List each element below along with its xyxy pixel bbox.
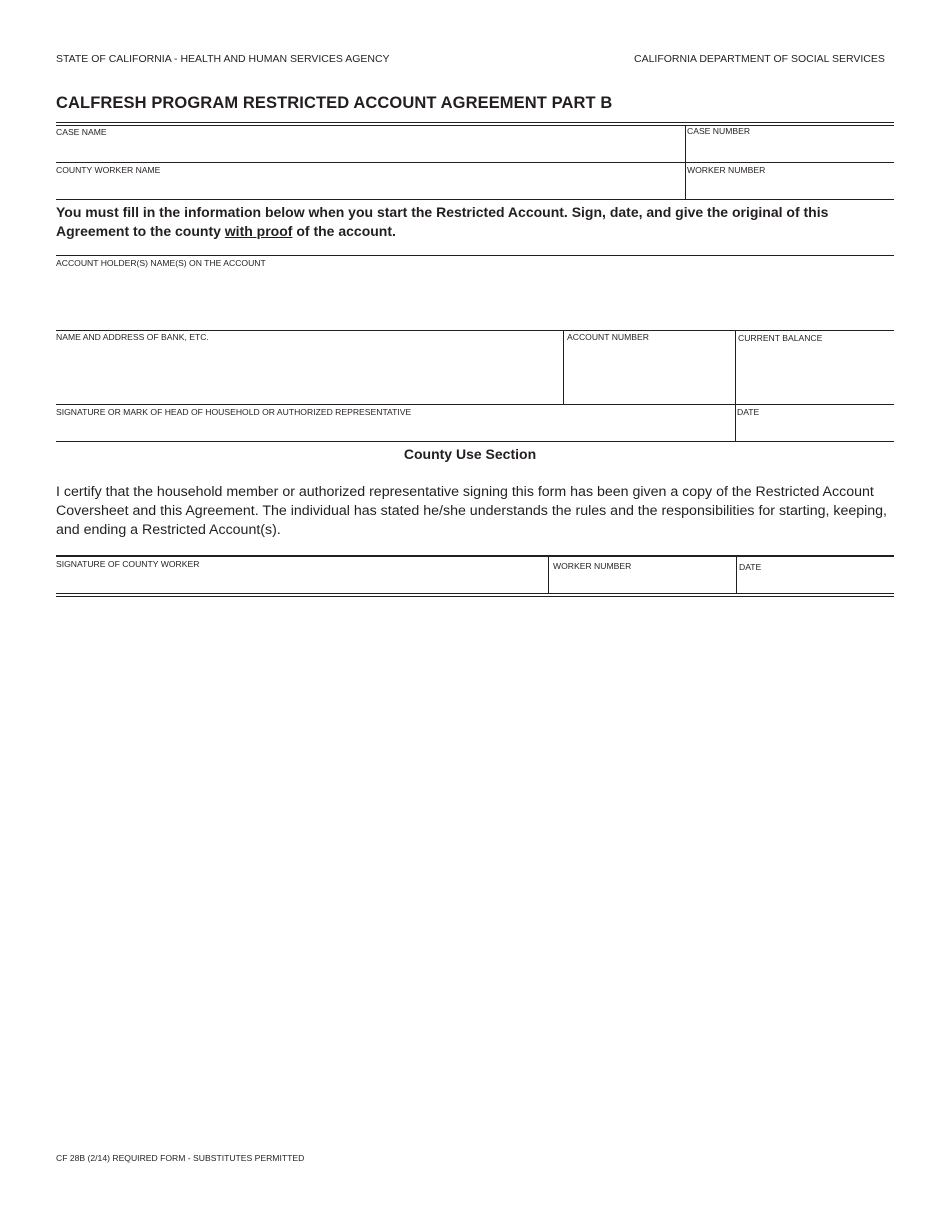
bottom-double-rule-2 — [56, 596, 894, 597]
row-divider — [56, 330, 894, 331]
current-balance-label: CURRENT BALANCE — [738, 333, 823, 343]
account-holder-names-label: ACCOUNT HOLDER(S) NAME(S) ON THE ACCOUNT — [56, 258, 266, 268]
certification-text: I certify that the household member or authorized representative signing this form has been given a copy of the Restricted Account Coversheet and this Agreement. The individual has stated he/she understands the rules and the responsibilities for starting, keeping, and ending a Restricted Account(s). — [56, 484, 887, 538]
county-section-rule — [56, 555, 894, 557]
case-name-input[interactable] — [56, 139, 681, 161]
department-name: CALIFORNIA DEPARTMENT OF SOCIAL SERVICES — [634, 53, 885, 65]
case-number-input[interactable] — [689, 139, 889, 161]
county-worker-number-input[interactable] — [553, 573, 732, 592]
instruction-part2: of the account. — [292, 222, 396, 239]
account-number-label: ACCOUNT NUMBER — [567, 332, 649, 342]
instruction-part1: You must fill in the information below when you start the Restricted Account. Sign, date, and give the original of this Agreement to the county — [56, 204, 829, 239]
account-number-input[interactable] — [567, 346, 732, 402]
county-date-input[interactable] — [739, 573, 892, 592]
county-worker-number-label: WORKER NUMBER — [553, 561, 632, 571]
bank-name-address-label: NAME AND ADDRESS OF BANK, ETC. — [56, 332, 209, 342]
row-divider — [56, 404, 894, 405]
current-balance-input[interactable] — [738, 346, 892, 402]
head-signature-input[interactable] — [56, 419, 732, 440]
county-worker-signature-input[interactable] — [56, 571, 544, 592]
account-holder-names-input[interactable] — [56, 272, 892, 328]
worker-number-label: WORKER NUMBER — [687, 165, 766, 175]
bottom-double-rule-1 — [56, 593, 894, 594]
divider — [548, 557, 549, 594]
instruction-text — [56, 203, 896, 240]
form-title: CALFRESH PROGRAM RESTRICTED ACCOUNT AGREEMENT PART B — [56, 94, 613, 112]
case-name-label: CASE NAME — [56, 127, 107, 137]
bank-name-address-input[interactable] — [56, 346, 560, 402]
section-rule — [56, 255, 894, 256]
divider — [563, 330, 564, 405]
county-worker-name-input[interactable] — [56, 177, 681, 198]
case-number-label: CASE NUMBER — [687, 126, 751, 136]
agency-name: STATE OF CALIFORNIA - HEALTH AND HUMAN SERVICES AGENCY — [56, 53, 390, 65]
county-worker-name-label: COUNTY WORKER NAME — [56, 165, 161, 175]
head-date-input[interactable] — [738, 419, 892, 440]
head-signature-label: SIGNATURE OR MARK OF HEAD OF HOUSEHOLD OR AUTHORIZED REPRESENTATIVE — [56, 407, 412, 417]
row-divider — [56, 199, 894, 200]
county-use-section-title: County Use Section — [403, 446, 537, 462]
worker-number-input[interactable] — [689, 177, 889, 198]
county-worker-signature-label: SIGNATURE OF COUNTY WORKER — [56, 559, 200, 569]
form-id-footer: CF 28B (2/14) REQUIRED FORM - SUBSTITUTES PERMITTED — [56, 1153, 305, 1163]
top-double-rule-2 — [56, 125, 894, 126]
divider — [736, 557, 737, 594]
head-date-label: DATE — [737, 407, 760, 417]
county-date-label: DATE — [739, 562, 762, 572]
instruction-emphasis: with proof — [224, 222, 293, 239]
top-double-rule-1 — [56, 122, 894, 123]
row-divider — [56, 441, 894, 442]
divider — [735, 330, 736, 442]
row-divider — [56, 162, 894, 163]
